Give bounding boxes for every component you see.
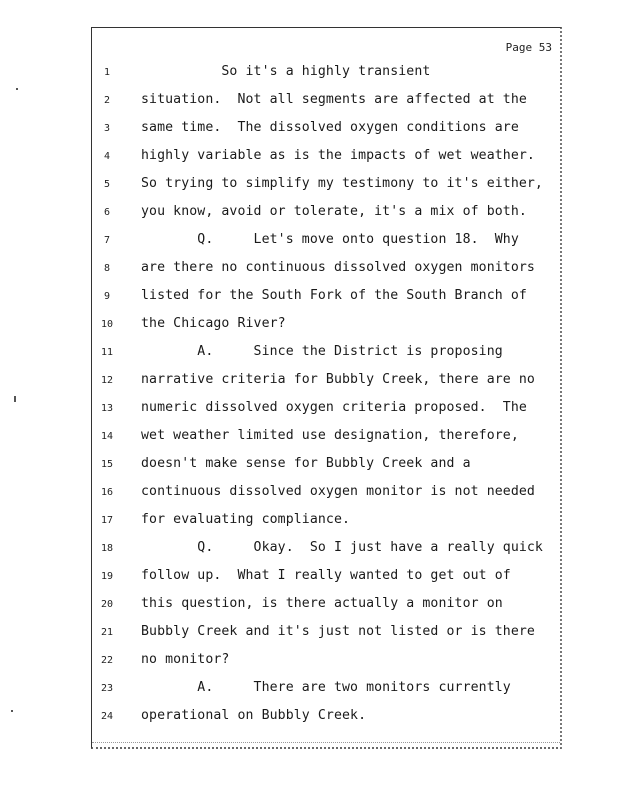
transcript-line — [92, 397, 560, 421]
line-text: operational on Bubbly Creek. — [141, 708, 367, 723]
transcript-line — [92, 229, 560, 253]
line-text: highly variable as is the impacts of wet weather. — [141, 148, 535, 163]
transcript-line — [92, 285, 560, 309]
line-text: doesn't make sense for Bubbly Creek and a — [141, 456, 471, 471]
transcript-line — [92, 257, 560, 281]
transcript-line — [92, 677, 560, 701]
line-number: 3 — [103, 123, 111, 134]
transcript-line — [92, 341, 560, 365]
page-bottom-rule — [92, 742, 560, 743]
line-number: 16 — [100, 487, 114, 498]
line-number: 14 — [100, 431, 114, 442]
line-text: you know, avoid or tolerate, it's a mix of both. — [141, 204, 527, 219]
line-text: Q. Let's move onto question 18. Why — [141, 232, 519, 247]
transcript-line — [92, 145, 560, 169]
line-number: 11 — [100, 347, 114, 358]
transcript-line — [92, 369, 560, 393]
line-number: 20 — [100, 599, 114, 610]
line-number: 9 — [103, 291, 111, 302]
line-number: 12 — [100, 375, 114, 386]
line-text: are there no continuous dissolved oxygen monitors — [141, 260, 535, 275]
line-text: Q. Okay. So I just have a really quick — [141, 540, 543, 555]
transcript-line — [92, 649, 560, 673]
transcript-line — [92, 509, 560, 533]
line-text: wet weather limited use designation, therefore, — [141, 428, 519, 443]
line-text: situation. Not all segments are affected at the — [141, 92, 527, 107]
line-text: A. There are two monitors currently — [141, 680, 511, 695]
transcript-line — [92, 453, 560, 477]
transcript-line — [92, 89, 560, 113]
transcript-line — [92, 481, 560, 505]
line-text: A. Since the District is proposing — [141, 344, 503, 359]
transcript-line — [92, 537, 560, 561]
line-text: same time. The dissolved oxygen conditions are — [141, 120, 519, 135]
line-number: 17 — [100, 515, 114, 526]
line-text: listed for the South Fork of the South Branch of — [141, 288, 527, 303]
line-number: 4 — [103, 151, 111, 162]
line-number: 19 — [100, 571, 114, 582]
line-number: 5 — [103, 179, 111, 190]
transcript-line — [92, 201, 560, 225]
line-text: So it's a highly transient — [141, 64, 431, 79]
line-text: narrative criteria for Bubbly Creek, there are no — [141, 372, 535, 387]
line-number: 15 — [100, 459, 114, 470]
line-number: 13 — [100, 403, 114, 414]
line-text: Bubbly Creek and it's just not listed or is there — [141, 624, 535, 639]
line-number: 8 — [103, 263, 111, 274]
line-text: no monitor? — [141, 652, 230, 667]
transcript-page — [91, 27, 562, 749]
transcript-line — [92, 61, 560, 85]
transcript-line — [92, 117, 560, 141]
transcript-line — [92, 313, 560, 337]
scan-speck — [14, 396, 16, 402]
scan-speck — [11, 710, 13, 712]
line-number: 6 — [103, 207, 111, 218]
page-number: Page 53 — [505, 41, 552, 54]
line-number: 18 — [100, 543, 114, 554]
line-text: So trying to simplify my testimony to it's either, — [141, 176, 543, 191]
transcript-line — [92, 705, 560, 729]
transcript-line — [92, 425, 560, 449]
line-text: continuous dissolved oxygen monitor is not needed — [141, 484, 535, 499]
line-number: 1 — [103, 67, 111, 78]
line-text: the Chicago River? — [141, 316, 286, 331]
transcript-line — [92, 173, 560, 197]
line-number: 10 — [100, 319, 114, 330]
line-number: 21 — [100, 627, 114, 638]
line-number: 7 — [103, 235, 111, 246]
transcript-line — [92, 621, 560, 645]
line-number: 24 — [100, 711, 114, 722]
line-text: for evaluating compliance. — [141, 512, 351, 527]
line-number: 22 — [100, 655, 114, 666]
line-number: 2 — [103, 95, 111, 106]
line-text: numeric dissolved oxygen criteria proposed. The — [141, 400, 527, 415]
transcript-line — [92, 565, 560, 589]
scan-speck — [16, 88, 18, 90]
line-text: follow up. What I really wanted to get out of — [141, 568, 511, 583]
line-number: 23 — [100, 683, 114, 694]
line-text: this question, is there actually a monitor on — [141, 596, 503, 611]
transcript-line — [92, 593, 560, 617]
